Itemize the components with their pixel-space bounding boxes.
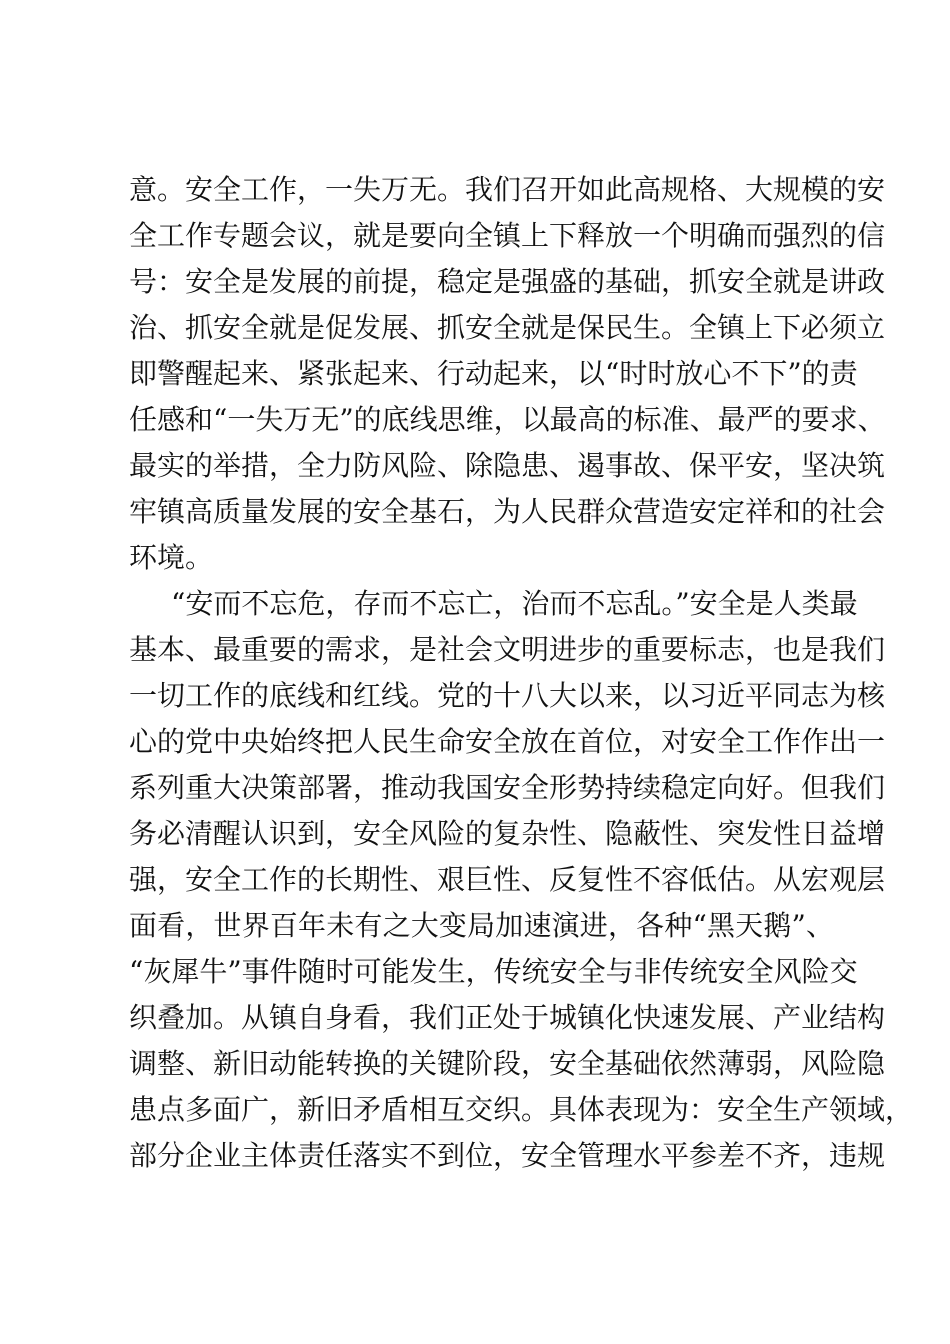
text-line: 牢镇高质量发展的安全基石，为人民群众营造安定祥和的社会 — [129, 495, 886, 528]
text-line: 心的党中央始终把人民生命安全放在首位，对安全工作作出一 — [129, 725, 886, 758]
text-line: 一切工作的底线和红线。党的十八大以来，以习近平同志为核 — [129, 679, 886, 712]
text-line: 意。安全工作，一失万无。我们召开如此高规格、大规模的安 — [129, 173, 886, 206]
text-line: 患点多面广，新旧矛盾相互交织。具体表现为：安全生产领域， — [129, 1093, 914, 1126]
text-line: “安而不忘危，存而不忘亡，治而不忘乱。”安全是人类最 — [171, 587, 858, 620]
text-line: 环境。 — [129, 541, 214, 574]
text-line: 全工作专题会议，就是要向全镇上下释放一个明确而强烈的信 — [129, 219, 886, 252]
text-line: 即警醒起来、紧张起来、行动起来，以“时时放心不下”的责 — [129, 357, 858, 390]
text-line: 调整、新旧动能转换的关键阶段，安全基础依然薄弱，风险隐 — [129, 1047, 886, 1080]
text-line: 最实的举措，全力防风险、除隐患、遏事故、保平安，坚决筑 — [129, 449, 886, 482]
text-line: 强，安全工作的长期性、艰巨性、反复性不容低估。从宏观层 — [129, 863, 886, 896]
text-line: 号：安全是发展的前提，稳定是强盛的基础，抓安全就是讲政 — [129, 265, 886, 298]
text-line: 任感和“一失万无”的底线思维，以最高的标准、最严的要求、 — [129, 403, 886, 436]
text-line: 治、抓安全就是促发展、抓安全就是保民生。全镇上下必须立 — [129, 311, 886, 344]
text-line: 基本、最重要的需求，是社会文明进步的重要标志，也是我们 — [129, 633, 886, 666]
text-line: 部分企业主体责任落实不到位，安全管理水平参差不齐，违规 — [129, 1139, 886, 1172]
text-line: “灰犀牛”事件随时可能发生，传统安全与非传统安全风险交 — [129, 955, 858, 988]
text-line: 系列重大决策部署，推动我国安全形势持续稳定向好。但我们 — [129, 771, 886, 804]
text-line: 务必清醒认识到，安全风险的复杂性、隐蔽性、突发性日益增 — [129, 817, 886, 850]
text-line: 面看，世界百年未有之大变局加速演进，各种“黑天鹅”、 — [129, 909, 834, 942]
text-line: 织叠加。从镇自身看，我们正处于城镇化快速发展、产业结构 — [129, 1001, 886, 1034]
